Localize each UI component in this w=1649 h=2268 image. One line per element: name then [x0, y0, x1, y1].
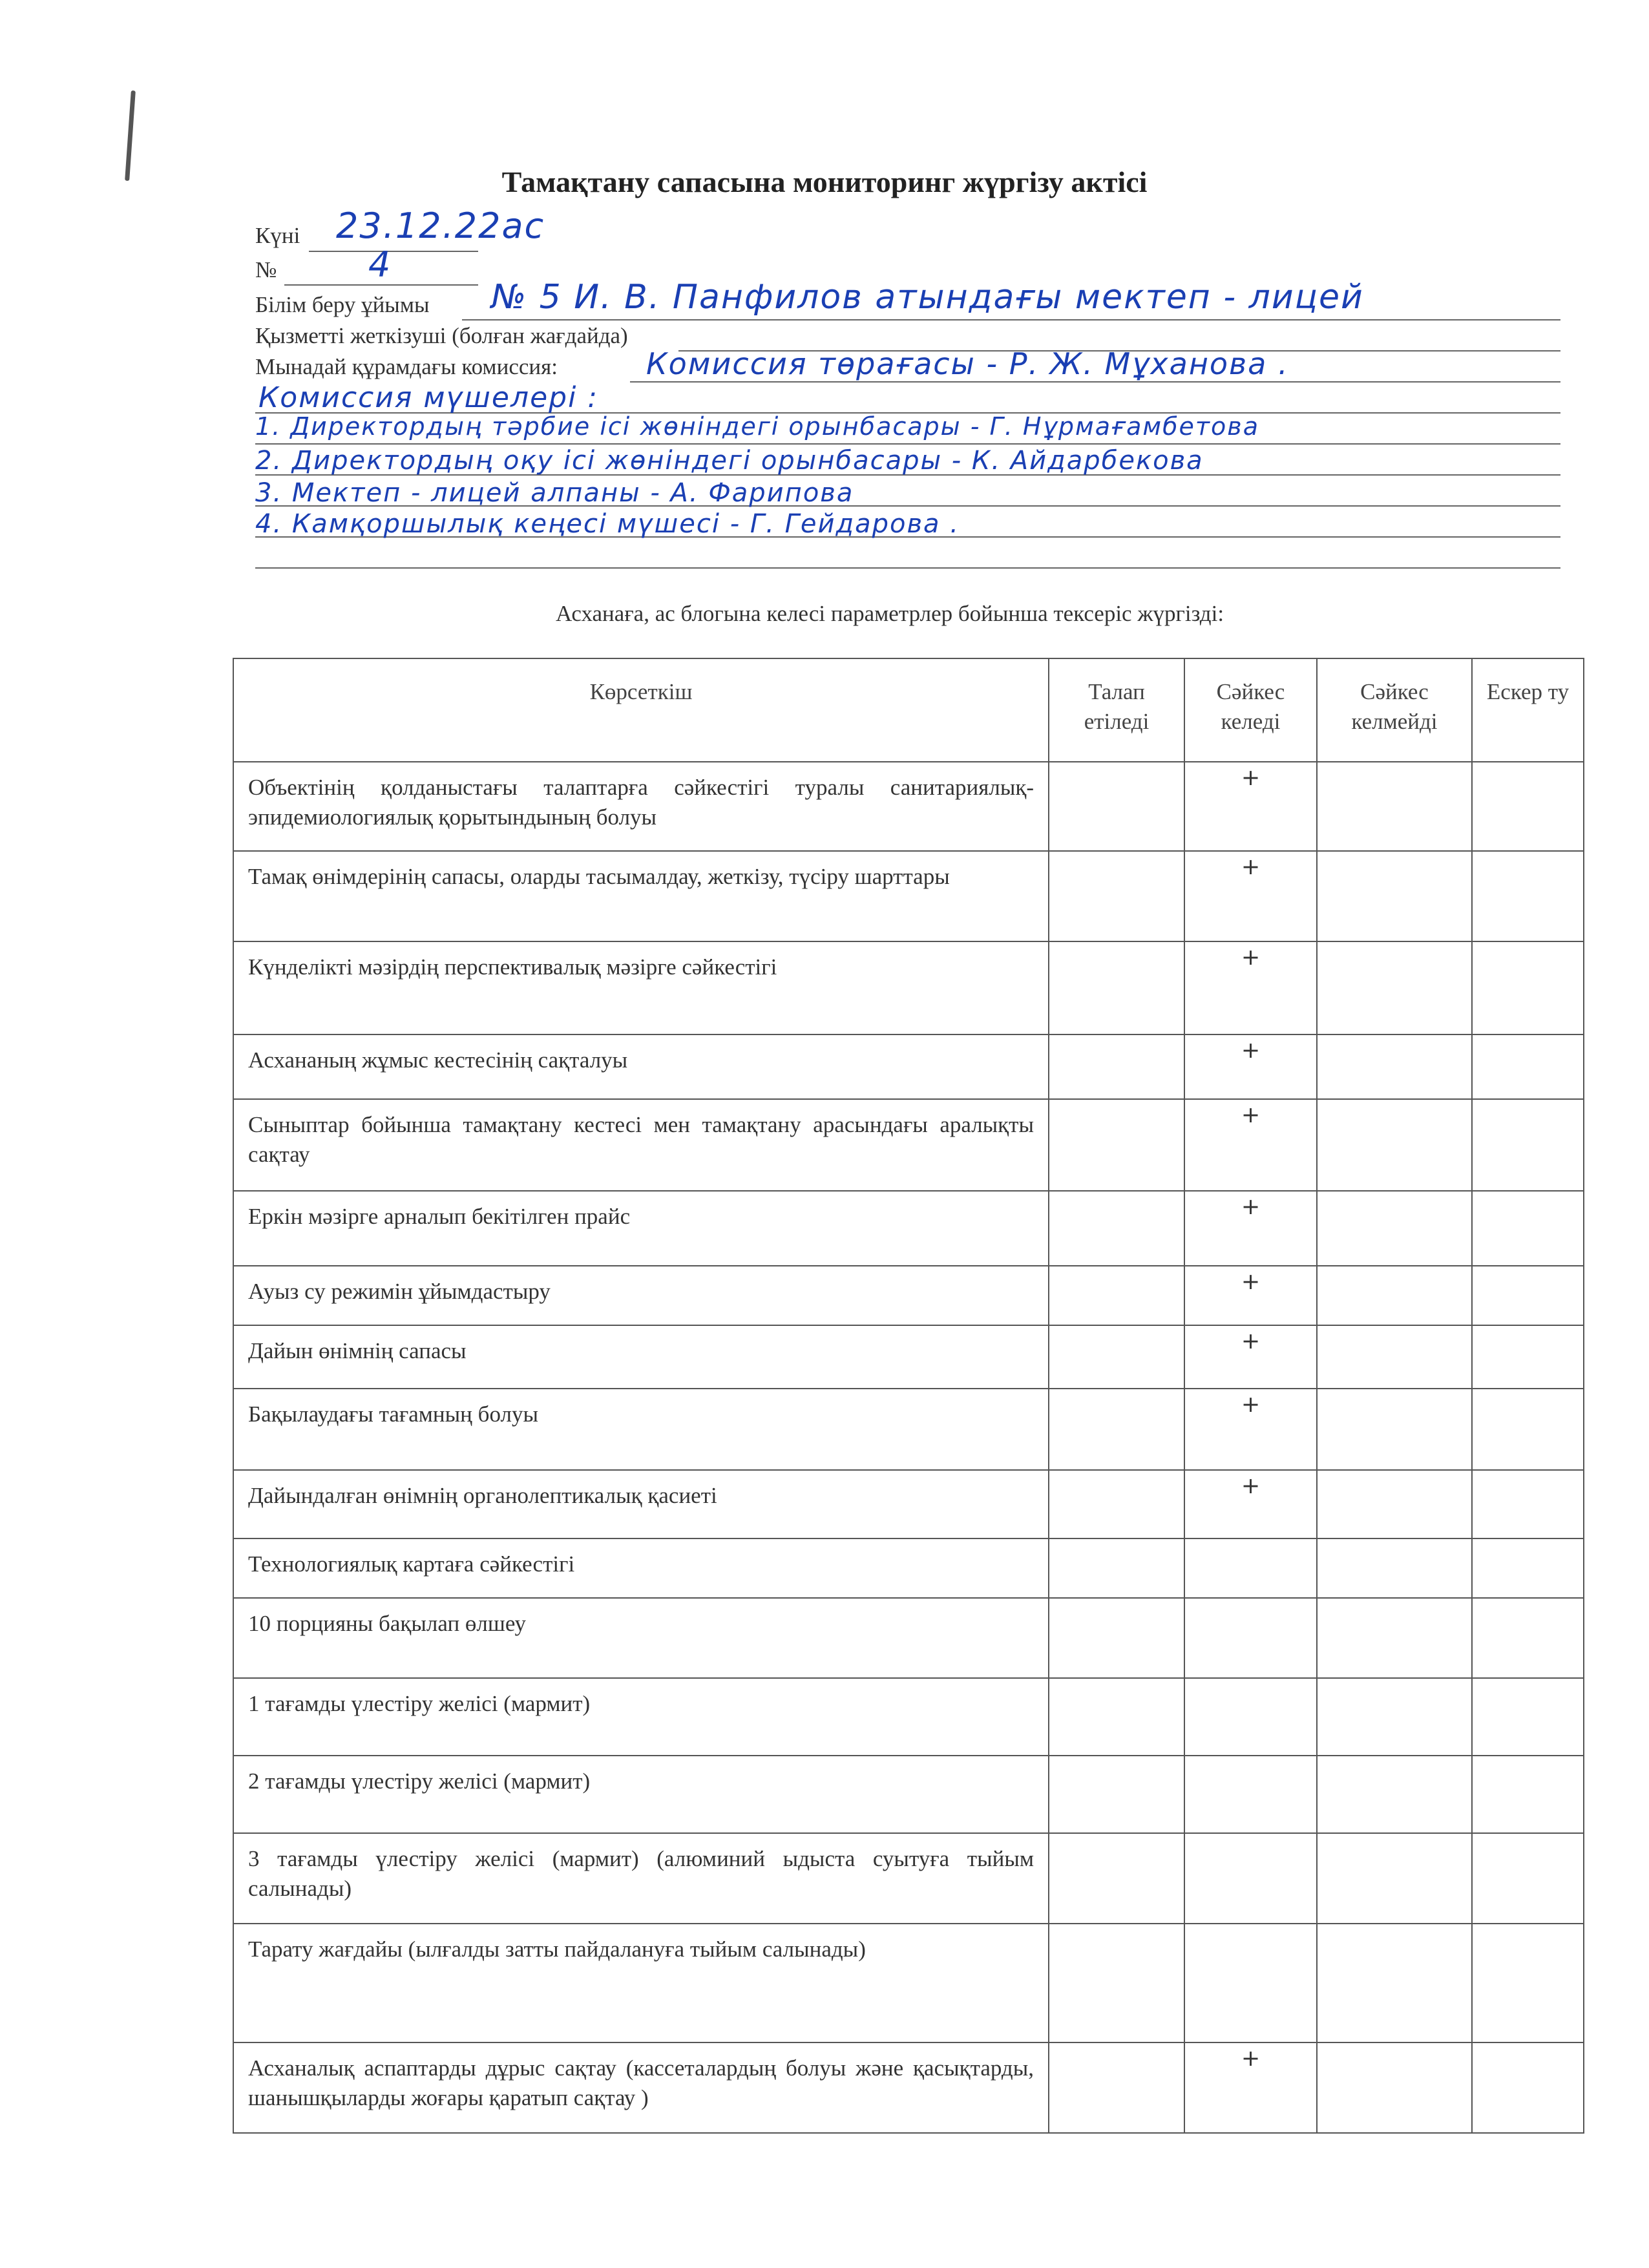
cell-required [1049, 1598, 1184, 1678]
table-row [233, 851, 1584, 941]
cell-required [1049, 941, 1184, 1034]
table-row [233, 1191, 1584, 1266]
cell-conforms [1184, 1598, 1317, 1678]
cell-note [1472, 1598, 1584, 1678]
cell-required [1049, 2042, 1184, 2133]
cell-conforms [1184, 1924, 1317, 2042]
org-label: Білім беру ұйымы [255, 292, 430, 317]
cell-required [1049, 1191, 1184, 1266]
inspection-table [233, 658, 1584, 2134]
table-row [233, 1470, 1584, 1538]
cell-conforms: + [1184, 1470, 1317, 1538]
cell-conforms: + [1184, 851, 1317, 941]
cell-conforms: + [1184, 1034, 1317, 1099]
cell-nonconforming [1317, 1756, 1472, 1833]
cell-note [1472, 2042, 1584, 2133]
number-label: № [255, 257, 277, 282]
table-row [233, 1538, 1584, 1598]
cell-nonconforming [1317, 1538, 1472, 1598]
header-required: Талап етіледі [1049, 658, 1184, 762]
cell-required [1049, 1538, 1184, 1598]
row-label: Объектінің қолданыстағы талаптарға сәйкестігі туралы санитариялық-эпидемиологиялық қорытындының болуы [233, 762, 1049, 851]
commission-chair: Комиссия төрағасы - Р. Ж. Мұханова . [646, 346, 1289, 381]
supplier-label: Қызметті жеткізуші (болған жағдайда) [255, 323, 628, 348]
cell-conforms: + [1184, 1325, 1317, 1389]
cell-note [1472, 1756, 1584, 1833]
header-conforms: Сәйкес келеді [1184, 658, 1317, 762]
member-4: 4. Камқоршылық кеңесі мүшесі - Г. Гейдарова . [255, 509, 960, 539]
row-label: 2 тағамды үлестіру желісі (мармит) [233, 1756, 1049, 1833]
table-row [233, 1598, 1584, 1678]
cell-nonconforming [1317, 851, 1472, 941]
table-row [233, 1325, 1584, 1389]
cell-conforms [1184, 1538, 1317, 1598]
header-note: Ескер ту [1472, 658, 1584, 762]
cell-note [1472, 1191, 1584, 1266]
cell-conforms: + [1184, 1266, 1317, 1325]
header-indicator: Көрсеткіш [233, 658, 1049, 762]
members-heading: Комиссия мүшелері : [258, 381, 599, 414]
org-underline [462, 319, 1560, 320]
row-label: 3 тағамды үлестіру желісі (мармит) (алюминий ыдыста суытуға тыйым салынады) [233, 1833, 1049, 1924]
cell-nonconforming [1317, 1191, 1472, 1266]
members-underline-2 [255, 443, 1560, 445]
commission-underline [630, 381, 1560, 383]
cell-conforms: + [1184, 1389, 1317, 1470]
table-row [233, 941, 1584, 1034]
cell-note [1472, 1470, 1584, 1538]
cell-nonconforming [1317, 762, 1472, 851]
cell-nonconforming [1317, 1833, 1472, 1924]
cell-nonconforming [1317, 941, 1472, 1034]
row-label: Асхананың жұмыс кестесінің сақталуы [233, 1034, 1049, 1099]
table-row [233, 762, 1584, 851]
cell-nonconforming [1317, 1034, 1472, 1099]
table-row [233, 2042, 1584, 2133]
document-title: Тамақтану сапасына мониторинг жүргізу актісі [501, 165, 1148, 198]
cell-note [1472, 1538, 1584, 1598]
row-label: Дайындалған өнімнің органолептикалық қасиеті [233, 1470, 1049, 1538]
cell-conforms: + [1184, 1099, 1317, 1191]
table-row [233, 1099, 1584, 1191]
row-label: Асханалық аспаптарды дұрыс сақтау (кассеталардың болуы және қасықтарды, шанышқыларды жоғары қаратып сақтау ) [233, 2042, 1049, 2133]
row-label: Еркін мәзірге арналып бекітілген прайс [233, 1191, 1049, 1266]
member-2: 2. Директордың оқу ісі жөніндегі орынбасары - К. Айдарбекова [255, 446, 1204, 476]
cell-required [1049, 1470, 1184, 1538]
cell-nonconforming [1317, 1266, 1472, 1325]
cell-nonconforming [1317, 1470, 1472, 1538]
row-label: Технологиялық картаға сәйкестігі [233, 1538, 1049, 1598]
row-label: Бақылаудағы тағамның болуы [233, 1389, 1049, 1470]
table-row [233, 1678, 1584, 1756]
cell-nonconforming [1317, 1924, 1472, 2042]
cell-note [1472, 1389, 1584, 1470]
table-row [233, 1389, 1584, 1470]
cell-nonconforming [1317, 1389, 1472, 1470]
cell-required [1049, 1678, 1184, 1756]
cell-note [1472, 1678, 1584, 1756]
number-value: 4 [368, 244, 392, 285]
cell-note [1472, 762, 1584, 851]
table-row [233, 1034, 1584, 1099]
table-row [233, 1833, 1584, 1924]
date-value: 23.12.22ас [336, 205, 545, 246]
cell-nonconforming [1317, 2042, 1472, 2133]
row-label: Сыныптар бойынша тамақтану кестесі мен тамақтану арасындағы аралықты сақтау [233, 1099, 1049, 1191]
cell-note [1472, 1266, 1584, 1325]
cell-nonconforming [1317, 1598, 1472, 1678]
row-label: Тамақ өнімдерінің сапасы, оларды тасымалдау, жеткізу, түсіру шарттары [233, 851, 1049, 941]
cell-note [1472, 941, 1584, 1034]
row-label: Дайын өнімнің сапасы [233, 1325, 1049, 1389]
cell-nonconforming [1317, 1678, 1472, 1756]
cell-note [1472, 1924, 1584, 2042]
cell-conforms: + [1184, 1191, 1317, 1266]
members-underline-6 [255, 567, 1560, 569]
cell-conforms: + [1184, 2042, 1317, 2133]
cell-conforms: + [1184, 762, 1317, 851]
cell-required [1049, 1924, 1184, 2042]
table-header-row [233, 658, 1584, 762]
cell-required [1049, 762, 1184, 851]
cell-required [1049, 1833, 1184, 1924]
row-label: 10 порцияны бақылап өлшеу [233, 1598, 1049, 1678]
commission-label: Мынадай құрамдағы комиссия: [255, 354, 558, 379]
row-label: 1 тағамды үлестіру желісі (мармит) [233, 1678, 1049, 1756]
cell-note [1472, 851, 1584, 941]
cell-required [1049, 1389, 1184, 1470]
cell-conforms [1184, 1833, 1317, 1924]
date-underline [309, 251, 478, 252]
cell-note [1472, 1833, 1584, 1924]
cell-nonconforming [1317, 1325, 1472, 1389]
cell-required [1049, 1099, 1184, 1191]
member-3: 3. Мектеп - лицей алпаны - А. Фарипова [255, 478, 854, 508]
member-1: 1. Директордың тәрбие ісі жөніндегі орынбасары - Г. Нұрмағамбетова [255, 412, 1259, 441]
table-row [233, 1756, 1584, 1833]
cell-required [1049, 1325, 1184, 1389]
cell-note [1472, 1034, 1584, 1099]
cell-nonconforming [1317, 1099, 1472, 1191]
row-label: Күнделікті мәзірдің перспективалық мәзірге сәйкестігі [233, 941, 1049, 1034]
cell-note [1472, 1325, 1584, 1389]
table-row [233, 1266, 1584, 1325]
header-nonconforming: Сәйкес келмейді [1317, 658, 1472, 762]
cell-conforms [1184, 1756, 1317, 1833]
org-value: № 5 И. В. Панфилов атындағы мектеп - лицей [491, 278, 1364, 317]
cell-note [1472, 1099, 1584, 1191]
inspection-intro: Асханаға, ас блогына келесі параметрлер бойынша тексеріс жүргізді: [556, 601, 1224, 626]
cell-required [1049, 1266, 1184, 1325]
row-label: Тарату жағдайы (ылғалды затты пайдалануға тыйым салынады) [233, 1924, 1049, 2042]
cell-required [1049, 1756, 1184, 1833]
cell-required [1049, 1034, 1184, 1099]
row-label: Ауыз су режимін ұйымдастыру [233, 1266, 1049, 1325]
cell-required [1049, 851, 1184, 941]
table-row [233, 1924, 1584, 2042]
cell-conforms [1184, 1678, 1317, 1756]
cell-conforms: + [1184, 941, 1317, 1034]
date-label: Күні [255, 223, 300, 248]
